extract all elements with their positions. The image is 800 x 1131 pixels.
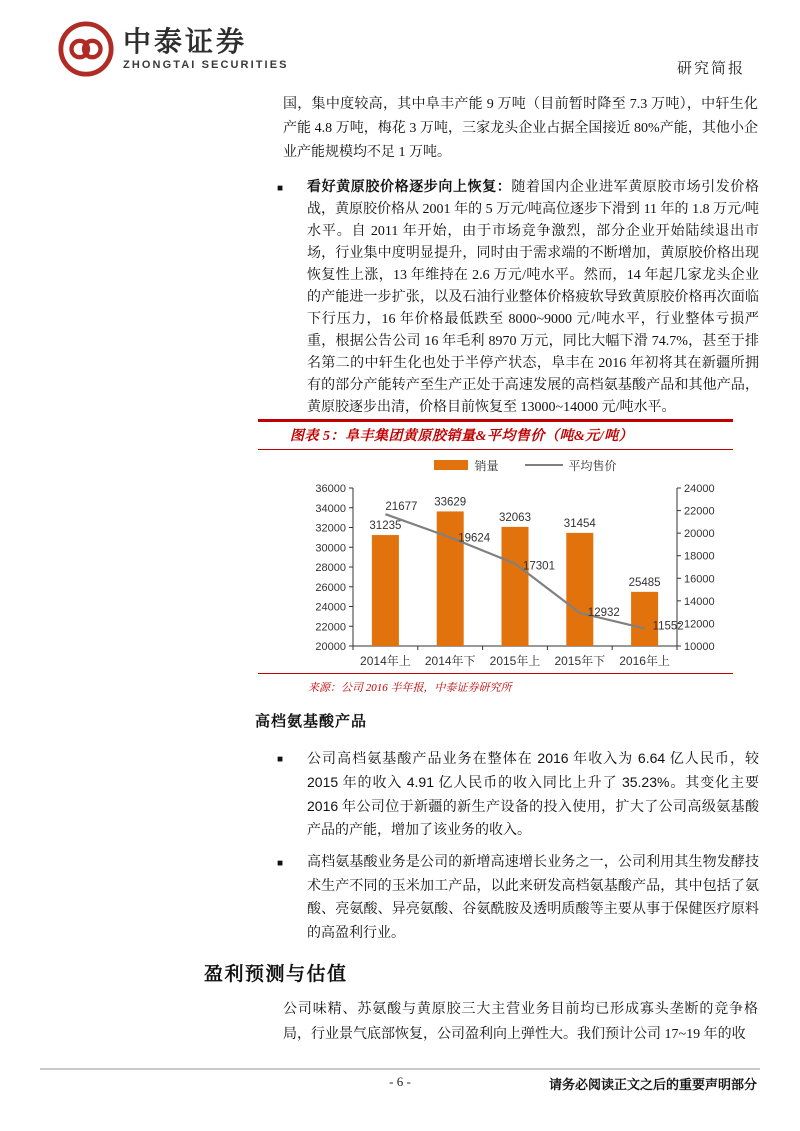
text-segment: 35.23%: [621, 774, 670, 790]
bullet-square-icon: ■: [277, 858, 284, 869]
svg-text:2014年上: 2014年上: [360, 654, 411, 668]
svg-text:30000: 30000: [315, 542, 346, 555]
svg-text:24000: 24000: [315, 601, 346, 614]
svg-text:21677: 21677: [385, 501, 418, 514]
bullet-square-icon: ■: [277, 754, 284, 765]
svg-text:33629: 33629: [434, 496, 467, 509]
text-segment: 。其变化主要: [669, 776, 760, 791]
chart-canvas: [258, 480, 733, 670]
svg-text:19624: 19624: [458, 532, 491, 545]
heading-profit-forecast: 盈利预测与估值: [204, 964, 348, 985]
svg-text:17301: 17301: [523, 560, 555, 573]
text-segment: 年的收入: [338, 776, 407, 791]
svg-text:32000: 32000: [315, 522, 346, 535]
text-segment: 年公司位于新疆的新生产设备的投入使用，扩大了公司高级氨基酸产品的产能，增加了该业务的收入。: [307, 800, 759, 838]
bullet-amino-revenue: [277, 747, 759, 842]
svg-text:14000: 14000: [684, 595, 715, 608]
svg-text:12000: 12000: [684, 618, 715, 631]
bullet-xanthan-text: [307, 177, 759, 419]
svg-text:34000: 34000: [315, 502, 346, 515]
legend-bar-label: 销量: [474, 458, 499, 473]
svg-text:36000: 36000: [315, 483, 346, 495]
text-segment: 6.64: [637, 750, 666, 766]
svg-text:26000: 26000: [315, 581, 346, 594]
bullet-xanthan-price: [277, 177, 759, 419]
svg-text:2015年下: 2015年下: [554, 654, 606, 668]
heading-amino-acid: 高档氨基酸产品: [255, 714, 368, 730]
svg-text:16000: 16000: [684, 573, 715, 586]
bar-line-chart: [258, 480, 733, 670]
profit-paragraph: 公司味精、苏氨酸与黄原胶三大主营业务目前均已形成寡头垄断的竞争格局，行业景气底部恢复，公司盈利向上弹性大。我们预计公司 17~19 年的收: [283, 1002, 758, 1042]
figure-source: 来源：公司 2016 半年报，中泰证券研究所: [258, 673, 733, 695]
page-number: - 6 -: [389, 1074, 411, 1089]
footer-disclaimer: 请务必阅读正文之后的重要声明部分: [548, 1077, 757, 1092]
text-segment: 随着国内企业进军黄原胶市场引发价格战，黄原胶价格从 2001 年的 5 万元/吨高位逐步下滑到 11 年的 1.8 万元/吨水平。自 2011 年开始，由于市场竞争激烈，部分企业开始陆续退出市场，行业集中度明显提升，同时由于需求端的不断增加，黄原胶价格出现恢复性上涨，13 年维持在 2.6 万元/吨水平。然而，14 年起几家龙头企业的产能进一步扩张，以及石油行业整体价格疲软导致黄原胶价格再次面临下行压力，16 年价格最低跌至 8000~9000 元/吨水平，行业整体亏损严重，根据公告公司 16 年毛利 8970 万元，同比大幅下滑 74.7%，甚至于排名第二的中轩生化也处于半停产状态，阜丰在 2016 年初将其在新疆所拥有的部分产能转产至生产正处于高速发展的高档氨基酸产品和其他产品，黄原胶逐步出清，价格目前恢复至 13000~14000 元/吨水平。: [307, 180, 760, 415]
bullet-square-icon: ■: [277, 183, 284, 194]
brand-name-en: ZHONGTAI SECURITIES: [123, 59, 289, 71]
svg-text:2015年上: 2015年上: [489, 654, 541, 668]
svg-text:18000: 18000: [684, 550, 715, 563]
brand-name-cn: 中泰证券: [123, 26, 248, 57]
svg-text:22000: 22000: [315, 621, 346, 634]
svg-text:25485: 25485: [628, 576, 661, 589]
text-segment: 亿人民币，较: [665, 752, 760, 767]
text-segment: 2016: [537, 750, 569, 766]
zhongtai-logo-icon: [57, 20, 115, 78]
text-segment: 4.91: [406, 774, 434, 790]
text-segment: 2016: [307, 798, 339, 814]
svg-text:2016年上: 2016年上: [619, 654, 670, 668]
text-segment: 2015: [307, 774, 339, 790]
footer-divider: [40, 1068, 760, 1070]
svg-text:32063: 32063: [499, 511, 531, 524]
svg-text:31454: 31454: [563, 517, 596, 530]
legend-line-label: 平均售价: [568, 458, 617, 473]
legend-line-swatch: [525, 464, 563, 466]
svg-text:20000: 20000: [315, 641, 346, 653]
text-segment: 亿人民币的收入同比上升了: [433, 776, 622, 791]
svg-text:2014年下: 2014年下: [424, 654, 476, 668]
figure-5: [258, 419, 733, 695]
svg-text:20000: 20000: [684, 528, 715, 541]
bullet-amino-revenue-text: [307, 747, 759, 842]
text-segment: 看好黄原胶价格逐步向上恢复：: [307, 180, 512, 195]
chart-legend: [258, 450, 733, 480]
figure-title: 图表 5：阜丰集团黄原胶销量&平均售价（吨&元/吨）: [258, 419, 733, 450]
svg-text:22000: 22000: [684, 505, 715, 518]
text-segment: 公司高档氨基酸产品业务在整体在: [307, 752, 538, 767]
bullet-amino-growth: [277, 851, 759, 945]
text-segment: 高档氨基酸业务是公司的新增高速增长业务之一，公司利用其生物发酵技术生产不同的玉米加工产品，以此来研发高档氨基酸产品，其中包括了氨酸、亮氨酸、异亮氨酸、谷氨酰胺及透明质酸等主要从事于保健医疗原料的高盈利行业。: [307, 855, 759, 941]
logo-text: [123, 27, 289, 71]
svg-text:24000: 24000: [684, 483, 715, 495]
intro-paragraph: 国，集中度较高，其中阜丰产能 9 万吨（目前暂时降至 7.3 万吨），中轩生化产能 4.8 万吨，梅花 3 万吨，三家龙头企业占据全国接近 80%产能，其他小企业产能规模均不足 1 万吨。: [283, 97, 758, 160]
svg-text:12932: 12932: [587, 606, 620, 619]
svg-text:10000: 10000: [684, 641, 715, 653]
header: [57, 20, 289, 78]
svg-text:31235: 31235: [369, 520, 402, 533]
bullet-amino-growth-text: [307, 851, 759, 945]
legend-bar-swatch: [434, 460, 468, 470]
svg-text:11552: 11552: [652, 620, 684, 633]
report-type-label: 研究简报: [676, 61, 745, 77]
text-segment: 年收入为: [568, 752, 638, 767]
svg-text:28000: 28000: [315, 562, 346, 574]
